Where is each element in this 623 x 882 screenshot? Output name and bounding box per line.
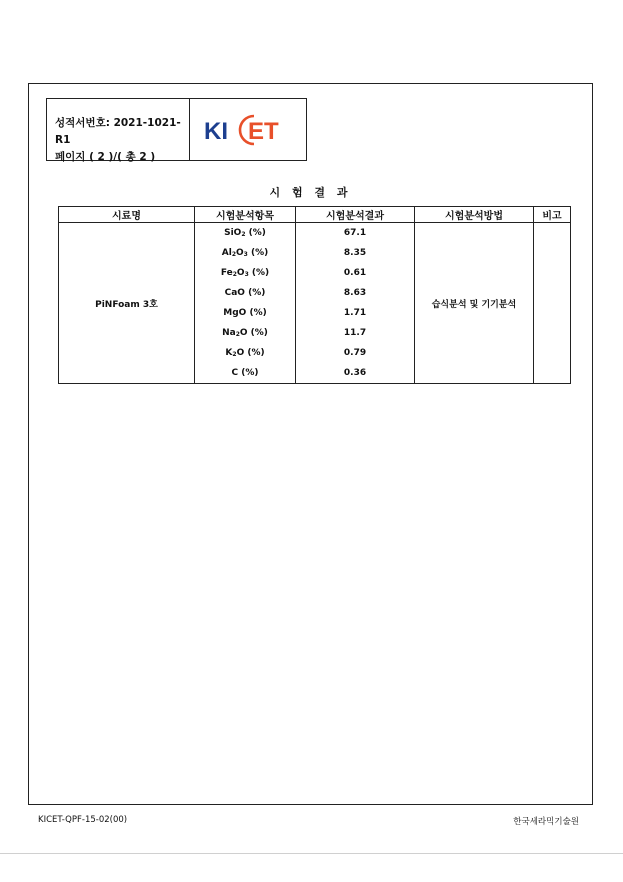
analysis-item-part: 3 xyxy=(244,271,249,278)
kicet-logo-icon xyxy=(202,110,294,150)
report-header xyxy=(46,98,307,161)
results-body xyxy=(59,223,571,384)
col-header-result: 시험분석결과 xyxy=(296,207,415,223)
analysis-item xyxy=(195,243,296,263)
analysis-item-part: O xyxy=(236,348,245,358)
col-header-sample: 시료명 xyxy=(59,207,195,223)
analysis-result: 8.35 xyxy=(296,243,415,263)
analysis-item-part: 2 xyxy=(232,271,237,278)
analysis-item-part: CaO xyxy=(224,288,245,298)
form-code: KICET-QPF-15-02(00) xyxy=(38,815,128,825)
analysis-item-part: O xyxy=(236,268,245,278)
analysis-item-part: SiO xyxy=(224,228,242,238)
section-title: 시 험 결 과 xyxy=(269,186,352,199)
col-header-item: 시험분석항목 xyxy=(195,207,296,223)
analysis-item-part: MgO xyxy=(223,308,247,318)
analysis-method: 습식분석 및 기기분석 xyxy=(415,223,534,384)
analysis-item-part: (%) xyxy=(246,308,267,318)
analysis-item-part: K xyxy=(225,348,233,358)
analysis-item-part: (%) xyxy=(244,288,266,298)
svg-text:KI: KI xyxy=(204,117,228,145)
analysis-item-part: (%) xyxy=(247,248,269,258)
analysis-item xyxy=(195,303,296,323)
results-table xyxy=(58,206,571,384)
analysis-item-part: Al xyxy=(221,248,232,258)
table-row xyxy=(59,223,571,244)
analysis-item-part: O xyxy=(239,328,248,338)
svg-text:ET: ET xyxy=(248,117,279,145)
analysis-result: 0.61 xyxy=(296,263,415,283)
analysis-item-part: 3 xyxy=(243,251,248,258)
analysis-item-part: Fe xyxy=(220,268,233,278)
remark xyxy=(534,223,571,384)
table-header-row xyxy=(59,207,571,223)
analysis-result: 11.7 xyxy=(296,323,415,343)
analysis-item-part: (%) xyxy=(247,328,268,338)
analysis-item-part: O xyxy=(236,248,244,258)
analysis-item xyxy=(195,263,296,283)
analysis-item-part: (%) xyxy=(248,268,270,278)
analysis-result: 8.63 xyxy=(296,283,415,303)
institute-name: 한국세라믹기술원 xyxy=(513,817,579,827)
kicet-logo xyxy=(190,99,306,160)
analysis-item-part: 2 xyxy=(235,331,240,338)
analysis-item-part: 2 xyxy=(231,251,236,258)
report-frame xyxy=(28,83,593,805)
col-header-method: 시험분석방법 xyxy=(415,207,534,223)
report-header-text xyxy=(47,99,190,163)
analysis-item xyxy=(195,283,296,303)
analysis-result: 67.1 xyxy=(296,223,415,244)
report-number: 성적서번호: 2021-1021-R1 xyxy=(55,117,181,146)
page-divider xyxy=(0,853,623,854)
col-header-remark: 비고 xyxy=(534,207,571,223)
page-info: 페이지 ( 2 )/( 총 2 ) xyxy=(55,151,156,163)
analysis-item xyxy=(195,363,296,384)
analysis-item-part: (%) xyxy=(245,228,266,238)
analysis-item-part: (%) xyxy=(238,368,259,378)
analysis-result: 0.36 xyxy=(296,363,415,384)
analysis-item xyxy=(195,343,296,363)
analysis-result: 0.79 xyxy=(296,343,415,363)
analysis-item xyxy=(195,323,296,343)
analysis-item-part: C xyxy=(231,368,239,378)
analysis-result: 1.71 xyxy=(296,303,415,323)
sample-name: PiNFoam 3호 xyxy=(59,223,195,384)
analysis-item-part: Na xyxy=(222,328,236,338)
analysis-item-part: (%) xyxy=(244,348,265,358)
analysis-item-part: 2 xyxy=(232,351,237,358)
analysis-item xyxy=(195,223,296,244)
analysis-item-part: 2 xyxy=(241,231,246,238)
